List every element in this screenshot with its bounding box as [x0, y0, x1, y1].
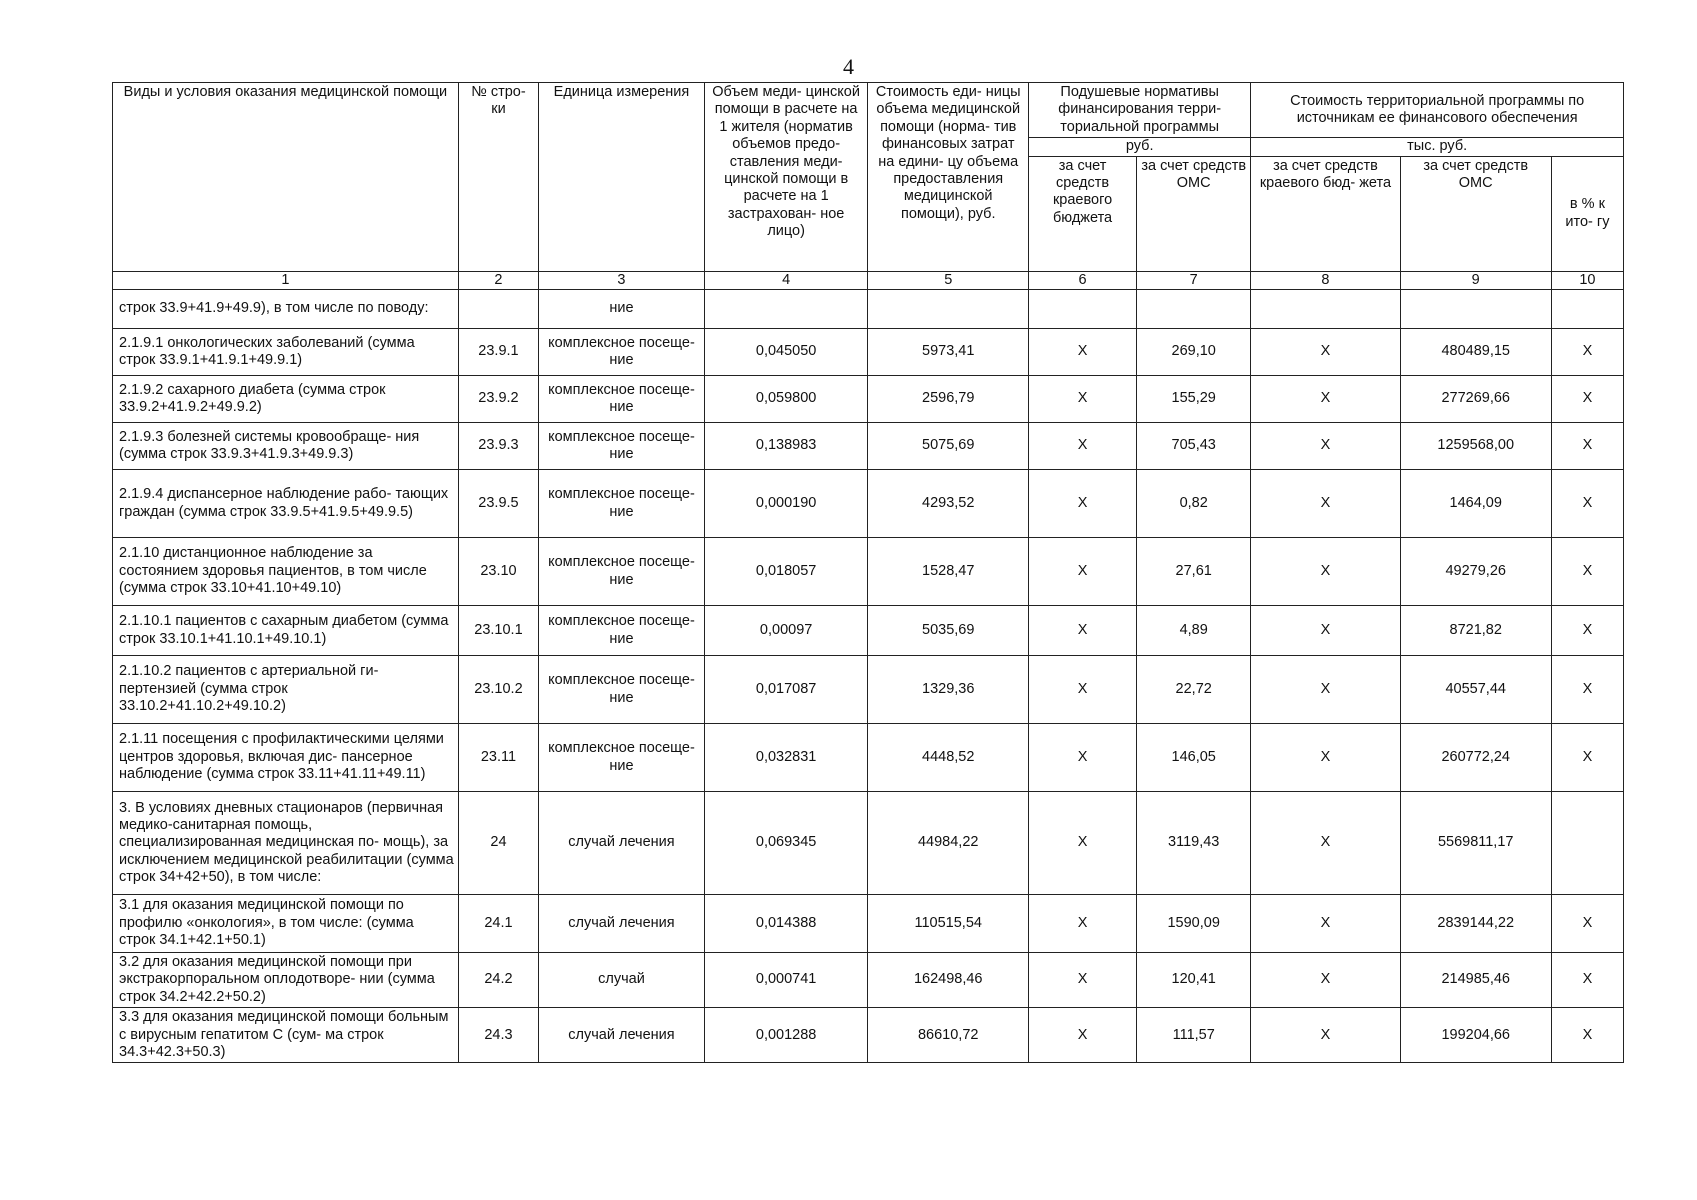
column-number: 6: [1029, 272, 1137, 290]
row-c7: 120,41: [1137, 953, 1251, 1008]
row-name: 3.2 для оказания медицинской помощи при экстракорпоральном оплодотворе- нии (сумма строк 34.2+42.2+50.2): [113, 953, 459, 1008]
row-volume: 0,000741: [704, 953, 868, 1008]
row-cost: 5075,69: [868, 423, 1029, 470]
row-unit: комплексное посеще- ние: [539, 538, 705, 606]
row-unit: комплексное посеще- ние: [539, 606, 705, 656]
column-number: 3: [539, 272, 705, 290]
row-c8: [1251, 290, 1400, 329]
table-row: [113, 656, 1624, 724]
row-name: 2.1.10.2 пациентов с артериальной ги- пертензией (сумма строк 33.10.2+41.10.2+49.10.2): [113, 656, 459, 724]
row-cost: 86610,72: [868, 1008, 1029, 1063]
row-cost: 1329,36: [868, 656, 1029, 724]
column-number: 9: [1400, 272, 1551, 290]
row-c9: 8721,82: [1400, 606, 1551, 656]
row-volume: 0,069345: [704, 792, 868, 895]
table-row: [113, 376, 1624, 423]
row-name: 2.1.9.2 сахарного диабета (сумма строк 33.9.2+41.9.2+49.9.2): [113, 376, 459, 423]
row-unit: случай лечения: [539, 895, 705, 953]
column-number: 1: [113, 272, 459, 290]
row-cost: 4448,52: [868, 724, 1029, 792]
row-c9: 480489,15: [1400, 329, 1551, 376]
row-line: 23.9.5: [458, 470, 538, 538]
row-volume: 0,000190: [704, 470, 868, 538]
row-line: 23.10.2: [458, 656, 538, 724]
row-name: 3. В условиях дневных стационаров (первичная медико-санитарная помощь, специализированная медицинская по- мощь), за исключением медицинской реабилитации (сумма строк 34+42+50), в том числе:: [113, 792, 459, 895]
row-c10: Х: [1551, 376, 1623, 423]
row-cost: 4293,52: [868, 470, 1029, 538]
column-number: 5: [868, 272, 1029, 290]
row-c10: Х: [1551, 953, 1623, 1008]
row-cost: 5035,69: [868, 606, 1029, 656]
row-name: 3.1 для оказания медицинской помощи по профилю «онкология», в том числе: (сумма строк 34.1+42.1+50.1): [113, 895, 459, 953]
header-program-cost-group: Стоимость территориальной программы по источникам ее финансового обеспечения: [1251, 83, 1624, 138]
row-c10: [1551, 290, 1623, 329]
row-unit: ние: [539, 290, 705, 329]
row-cost: [868, 290, 1029, 329]
continuation-row: [113, 290, 1624, 329]
row-name: 2.1.9.4 диспансерное наблюдение рабо- тающих граждан (сумма строк 33.9.5+41.9.5+49.9.5): [113, 470, 459, 538]
row-unit: комплексное посеще- ние: [539, 656, 705, 724]
header-regional-budget-cost: за счет средств краевого бюд- жета: [1251, 156, 1400, 271]
row-cost: 110515,54: [868, 895, 1029, 953]
row-line: [458, 290, 538, 329]
row-name: 2.1.9.3 болезней системы кровообраще- ния (сумма строк 33.9.3+41.9.3+49.9.3): [113, 423, 459, 470]
row-c10: Х: [1551, 895, 1623, 953]
row-line: 23.10.1: [458, 606, 538, 656]
row-c8: Х: [1251, 656, 1400, 724]
row-c7: 4,89: [1137, 606, 1251, 656]
table-row: [113, 953, 1624, 1008]
row-volume: [704, 290, 868, 329]
header-per-capita-unit: руб.: [1029, 138, 1251, 156]
row-line: 24.3: [458, 1008, 538, 1063]
row-c10: Х: [1551, 724, 1623, 792]
row-c10: [1551, 792, 1623, 895]
column-number: 4: [704, 272, 868, 290]
row-c6: Х: [1029, 953, 1137, 1008]
row-c8: Х: [1251, 329, 1400, 376]
row-c7: 22,72: [1137, 656, 1251, 724]
row-c10: Х: [1551, 329, 1623, 376]
row-unit: комплексное посеще- ние: [539, 470, 705, 538]
row-c7: 155,29: [1137, 376, 1251, 423]
table-row: [113, 538, 1624, 606]
row-c6: Х: [1029, 656, 1137, 724]
row-line: 23.9.3: [458, 423, 538, 470]
row-name: 2.1.10.1 пациентов с сахарным диабетом (сумма строк 33.10.1+41.10.1+49.10.1): [113, 606, 459, 656]
row-unit: комплексное посеще- ние: [539, 724, 705, 792]
row-c9: 40557,44: [1400, 656, 1551, 724]
row-c6: Х: [1029, 792, 1137, 895]
header-regional-budget-per-capita: за счет средств краевого бюджета: [1029, 156, 1137, 271]
row-volume: 0,045050: [704, 329, 868, 376]
row-c9: 1464,09: [1400, 470, 1551, 538]
table-row: [113, 792, 1624, 895]
row-volume: 0,138983: [704, 423, 868, 470]
row-c8: Х: [1251, 376, 1400, 423]
row-c7: 27,61: [1137, 538, 1251, 606]
row-c8: Х: [1251, 724, 1400, 792]
header-program-cost-unit: тыс. руб.: [1251, 138, 1624, 156]
header-unit: Единица измерения: [539, 83, 705, 272]
row-volume: 0,018057: [704, 538, 868, 606]
row-cost: 5973,41: [868, 329, 1029, 376]
row-line: 24: [458, 792, 538, 895]
table-row: [113, 423, 1624, 470]
row-cost: 44984,22: [868, 792, 1029, 895]
row-c7: [1137, 290, 1251, 329]
table-row: [113, 470, 1624, 538]
header-oms-per-capita: за счет средств ОМС: [1137, 156, 1251, 271]
row-unit: случай: [539, 953, 705, 1008]
row-volume: 0,017087: [704, 656, 868, 724]
row-line: 24.1: [458, 895, 538, 953]
row-c8: Х: [1251, 792, 1400, 895]
row-c7: 705,43: [1137, 423, 1251, 470]
column-number: 10: [1551, 272, 1623, 290]
row-c9: 199204,66: [1400, 1008, 1551, 1063]
header-percent-total: в % к ито- гу: [1551, 156, 1623, 271]
row-unit: комплексное посеще- ние: [539, 329, 705, 376]
row-c8: Х: [1251, 470, 1400, 538]
row-c9: 260772,24: [1400, 724, 1551, 792]
financing-table: [112, 82, 1624, 1063]
table-header: [113, 83, 1624, 290]
table-row: [113, 895, 1624, 953]
row-c10: Х: [1551, 470, 1623, 538]
row-c8: Х: [1251, 606, 1400, 656]
header-kind-of-care: Виды и условия оказания медицинской помощи: [113, 83, 459, 272]
row-c8: Х: [1251, 895, 1400, 953]
row-cost: 162498,46: [868, 953, 1029, 1008]
row-volume: 0,00097: [704, 606, 868, 656]
row-line: 23.9.1: [458, 329, 538, 376]
row-c7: 146,05: [1137, 724, 1251, 792]
row-c6: Х: [1029, 538, 1137, 606]
row-c9: 277269,66: [1400, 376, 1551, 423]
row-c6: Х: [1029, 423, 1137, 470]
row-c7: 111,57: [1137, 1008, 1251, 1063]
row-c6: Х: [1029, 376, 1137, 423]
row-name: 2.1.10 дистанционное наблюдение за состоянием здоровья пациентов, в том числе (сумма строк 33.10+41.10+49.10): [113, 538, 459, 606]
row-c10: Х: [1551, 1008, 1623, 1063]
row-name: 3.3 для оказания медицинской помощи больным с вирусным гепатитом С (сум- ма строк 34.3+42.3+50.3): [113, 1008, 459, 1063]
row-c6: [1029, 290, 1137, 329]
row-line: 24.2: [458, 953, 538, 1008]
table-row: [113, 606, 1624, 656]
row-c6: Х: [1029, 329, 1137, 376]
row-name: 2.1.9.1 онкологических заболеваний (сумма строк 33.9.1+41.9.1+49.9.1): [113, 329, 459, 376]
row-c6: Х: [1029, 1008, 1137, 1063]
row-name: строк 33.9+41.9+49.9), в том числе по поводу:: [113, 290, 459, 329]
row-c9: [1400, 290, 1551, 329]
row-volume: 0,059800: [704, 376, 868, 423]
row-unit: случай лечения: [539, 792, 705, 895]
row-c9: 49279,26: [1400, 538, 1551, 606]
row-cost: 2596,79: [868, 376, 1029, 423]
row-c9: 1259568,00: [1400, 423, 1551, 470]
row-c10: Х: [1551, 656, 1623, 724]
row-name: 2.1.11 посещения с профилактическими целями центров здоровья, включая дис- пансерное наблюдение (сумма строк 33.11+41.11+49.11): [113, 724, 459, 792]
row-c6: Х: [1029, 895, 1137, 953]
row-c7: 269,10: [1137, 329, 1251, 376]
column-number: 7: [1137, 272, 1251, 290]
header-volume-text: Объем меди- цинской помощи в расчете на 1 жителя (норматив объемов предо- ставления меди- цинской помощи в расчете на 1 застрахован- ное лицо): [712, 84, 860, 240]
column-number-row: [113, 272, 1624, 290]
row-line: 23.11: [458, 724, 538, 792]
table-row: [113, 724, 1624, 792]
column-number: 2: [458, 272, 538, 290]
header-per-capita-group: Подушевые нормативы финансирования терри- ториальной программы: [1029, 83, 1251, 138]
row-c10: Х: [1551, 606, 1623, 656]
row-c8: Х: [1251, 423, 1400, 470]
row-c9: 5569811,17: [1400, 792, 1551, 895]
row-c6: Х: [1029, 724, 1137, 792]
row-volume: 0,032831: [704, 724, 868, 792]
row-c6: Х: [1029, 470, 1137, 538]
row-c8: Х: [1251, 538, 1400, 606]
row-c9: 2839144,22: [1400, 895, 1551, 953]
header-unit-cost: Стоимость еди- ницы объема медицинской помощи (норма- тив финансовых затрат на едини- цу объема предоставления медицинской помощи), руб.: [868, 83, 1029, 272]
row-c10: Х: [1551, 538, 1623, 606]
row-c8: Х: [1251, 953, 1400, 1008]
row-unit: комплексное посеще- ние: [539, 376, 705, 423]
table-row: [113, 1008, 1624, 1063]
row-unit: случай лечения: [539, 1008, 705, 1063]
header-oms-cost: за счет средств ОМС: [1400, 156, 1551, 271]
row-line: 23.9.2: [458, 376, 538, 423]
column-number: 8: [1251, 272, 1400, 290]
header-volume: [704, 83, 868, 272]
row-c7: 1590,09: [1137, 895, 1251, 953]
row-c9: 214985,46: [1400, 953, 1551, 1008]
row-c7: 0,82: [1137, 470, 1251, 538]
row-volume: 0,001288: [704, 1008, 868, 1063]
page-number: 4: [843, 54, 854, 79]
row-cost: 1528,47: [868, 538, 1029, 606]
row-c8: Х: [1251, 1008, 1400, 1063]
row-line: 23.10: [458, 538, 538, 606]
row-c7: 3119,43: [1137, 792, 1251, 895]
row-c10: Х: [1551, 423, 1623, 470]
row-unit: комплексное посеще- ние: [539, 423, 705, 470]
row-c6: Х: [1029, 606, 1137, 656]
table-body: [113, 290, 1624, 1063]
table-row: [113, 329, 1624, 376]
header-line-number: № стро- ки: [458, 83, 538, 272]
row-volume: 0,014388: [704, 895, 868, 953]
